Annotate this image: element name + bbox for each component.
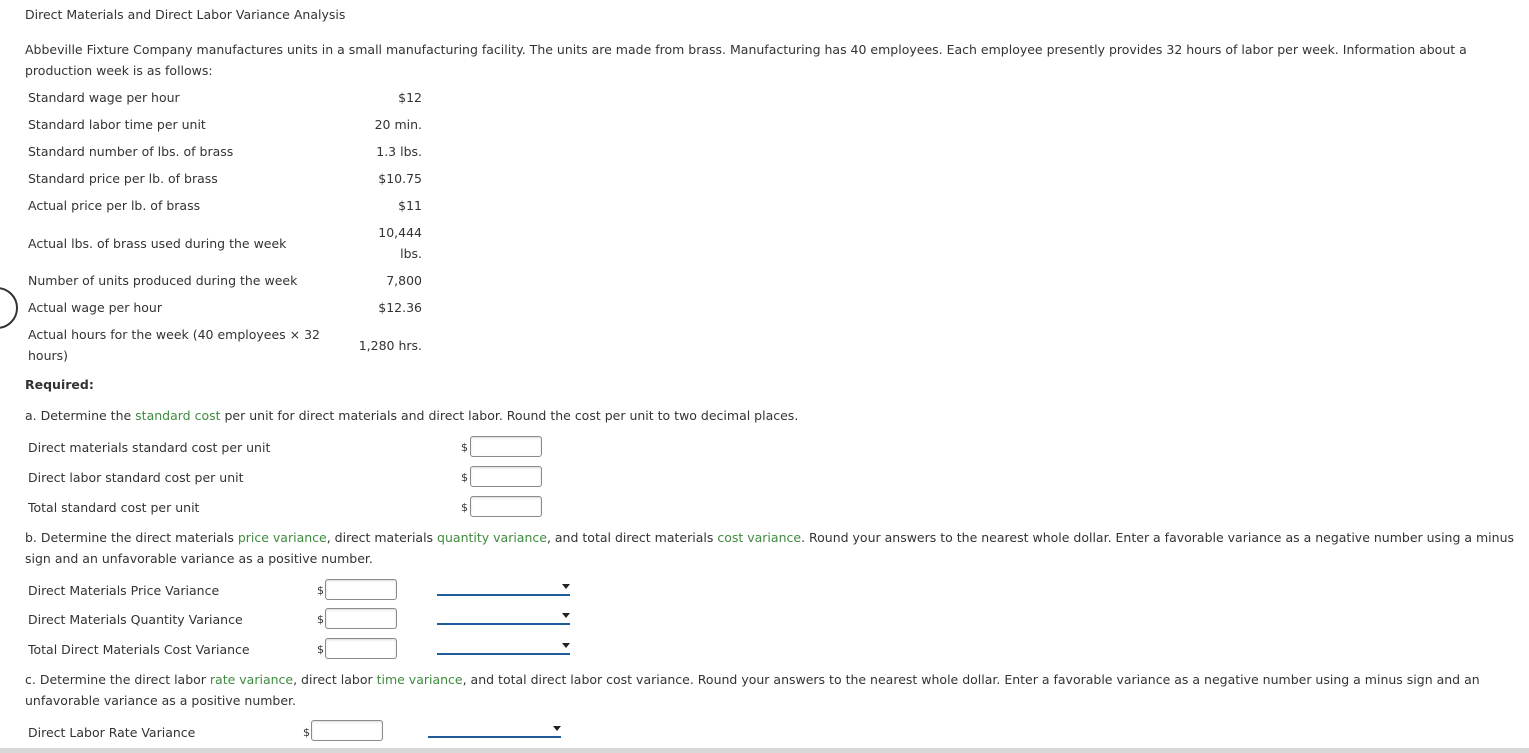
info-value-unit: lbs. [400, 246, 422, 261]
row-label: Direct labor standard cost per unit [28, 470, 244, 485]
info-value: 7,800 [386, 273, 422, 288]
dl-standard-cost-input[interactable] [470, 466, 542, 487]
info-value: $11 [398, 198, 422, 213]
info-value: 1,280 hrs. [358, 338, 422, 353]
standard-cost-link[interactable]: standard cost [135, 408, 221, 423]
horizontal-scrollbar[interactable] [0, 748, 1529, 753]
required-heading: Required: [25, 377, 94, 392]
info-label-continued: hours) [28, 348, 69, 363]
dl-rate-variance-select[interactable] [428, 724, 561, 738]
info-label: Number of units produced during the week [28, 273, 298, 288]
quantity-variance-link[interactable]: quantity variance [437, 530, 547, 545]
total-dm-cost-variance-input[interactable] [325, 638, 397, 659]
currency-symbol: $ [461, 501, 468, 514]
info-value: $12.36 [378, 300, 422, 315]
scroll-indicator-circle [0, 287, 18, 329]
row-label: Direct Labor Rate Variance [28, 725, 196, 740]
info-label: Standard number of lbs. of brass [28, 144, 234, 159]
info-label: Actual hours for the week (40 employees × 32 [28, 327, 321, 342]
info-value: 20 min. [374, 117, 422, 132]
dm-quantity-variance-select[interactable] [437, 611, 570, 625]
part-c-question: c. Determine the direct labor rate variance, direct labor time variance, and total direct labor cost variance. Round your answers to the nearest whole dollar. Enter a favorable variance as a negative number using a minus sign and an unfavorable variance as a positive number. [25, 672, 1480, 708]
info-label: Actual lbs. of brass used during the week [28, 236, 287, 251]
price-variance-link[interactable]: price variance [237, 530, 327, 545]
problem-intro: Abbeville Fixture Company manufactures units in a small manufacturing facility. The units are made from brass. Manufacturing has 40 employees. Each employee presently provides 32 hours of labor per week. Information about a production week is as follows: [25, 42, 1467, 78]
currency-symbol: $ [317, 613, 324, 626]
info-label: Standard wage per hour [28, 90, 180, 105]
currency-symbol: $ [317, 584, 324, 597]
info-label: Actual price per lb. of brass [28, 198, 201, 213]
info-label: Actual wage per hour [28, 300, 162, 315]
row-label: Total standard cost per unit [28, 500, 200, 515]
part-a-question: a. Determine the standard cost per unit for direct materials and direct labor. Round the cost per unit to two decimal places. [25, 408, 799, 423]
chevron-down-icon [562, 613, 570, 618]
row-label: Direct Materials Price Variance [28, 583, 220, 598]
currency-symbol: $ [303, 726, 310, 739]
currency-symbol: $ [317, 643, 324, 656]
info-value: 10,444 [378, 225, 422, 240]
chevron-down-icon [562, 584, 570, 589]
info-value: $10.75 [378, 171, 422, 186]
rate-variance-link[interactable]: rate variance [209, 672, 294, 687]
dm-price-variance-input[interactable] [325, 579, 397, 600]
row-label: Total Direct Materials Cost Variance [28, 642, 250, 657]
cost-variance-link[interactable]: cost variance [717, 530, 802, 545]
info-label: Standard labor time per unit [28, 117, 206, 132]
currency-symbol: $ [461, 471, 468, 484]
dm-standard-cost-input[interactable] [470, 436, 542, 457]
dl-rate-variance-input[interactable] [311, 720, 383, 741]
chevron-down-icon [562, 643, 570, 648]
dm-quantity-variance-input[interactable] [325, 608, 397, 629]
total-dm-cost-variance-select[interactable] [437, 641, 570, 655]
info-value: $12 [398, 90, 422, 105]
row-label: Direct Materials Quantity Variance [28, 612, 243, 627]
time-variance-link[interactable]: time variance [376, 672, 463, 687]
row-label: Direct materials standard cost per unit [28, 440, 271, 455]
dm-price-variance-select[interactable] [437, 582, 570, 596]
part-b-question: b. Determine the direct materials price variance, direct materials quantity variance, and total direct materials cost variance. Round your answers to the nearest whole dollar. Enter a favorable variance as a negative number using a minus sign and an unfavorable variance as a positive number. [25, 530, 1515, 566]
chevron-down-icon [553, 726, 561, 731]
info-value: 1.3 lbs. [376, 144, 422, 159]
total-standard-cost-input[interactable] [470, 496, 542, 517]
currency-symbol: $ [461, 441, 468, 454]
page-title: Direct Materials and Direct Labor Variance Analysis [25, 7, 346, 22]
info-label: Standard price per lb. of brass [28, 171, 218, 186]
